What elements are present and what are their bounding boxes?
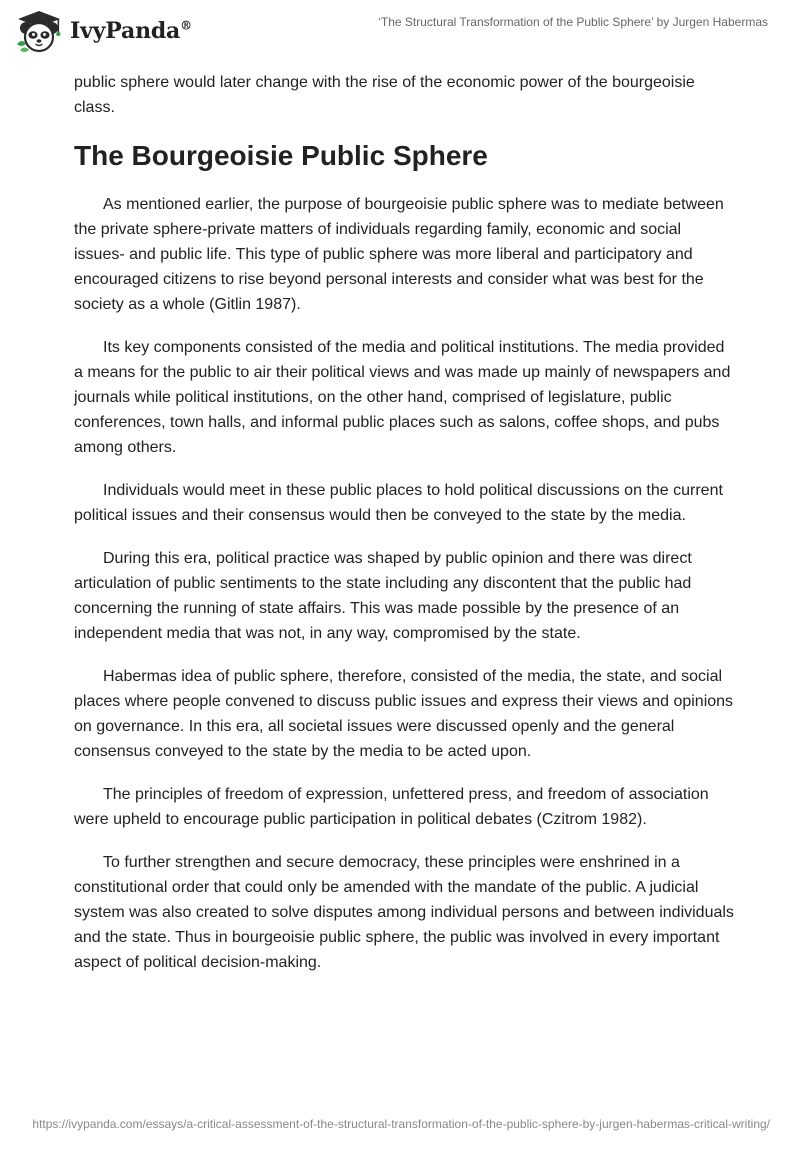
body-paragraph: As mentioned earlier, the purpose of bourgeoisie public sphere was to mediate between the private sphere-private matters of individuals regarding family, economic and social issues- and public life. This type of public sphere was more liberal and participatory and encouraged citizens to rise beyond personal interests and consider what was best for the society as a whole (Gitlin 1987). [74, 196, 724, 313]
body-paragraph: To further strengthen and secure democracy, these principles were enshrined in a constitutional order that could only be amended with the mandate of the public. A judicial system was also created to solve disputes among individual persons and between individuals and the state. Thus in bourgeoisie public sphere, the public was involved in every important aspect of political decision-making. [74, 854, 734, 971]
body-paragraph: Individuals would meet in these public places to hold political discussions on the current political issues and their consensus would then be conveyed to the state by the media. [74, 482, 723, 524]
document-title: ‘The Structural Transformation of the Public Sphere’ by Jurgen Habermas [378, 15, 768, 29]
source-url[interactable]: https://ivypanda.com/essays/a-critical-assessment-of-the-structural-transformation-of-the-public-sphere-by-jurgen-habermas-critical-writing/ [32, 1117, 770, 1131]
body-paragraph: Habermas idea of public sphere, therefore, consisted of the media, the state, and social places where people convened to discuss public issues and express their views and opinions on governance. In this era, all societal issues were discussed openly and the general consensus conveyed to the state by the media to be acted upon. [74, 668, 734, 760]
panda-graduate-icon [14, 8, 64, 54]
body-paragraph: The principles of freedom of expression, unfettered press, and freedom of association were upheld to encourage public participation in political debates (Czitrom 1982). [74, 786, 709, 828]
logo-name: IvyPanda [70, 18, 181, 44]
body-paragraph: Its key components consisted of the media and political institutions. The media provided a means for the public to air their political views and was made up mainly of newspapers and journals while political institutions, on the other hand, comprised of legislature, public conferences, town halls, and informal public places such as salons, coffee shops, and pubs among others. [74, 339, 731, 456]
logo-wordmark [70, 18, 192, 44]
article-body [74, 70, 734, 993]
lead-paragraph: public sphere would later change with the rise of the economic power of the bourgeoisie class. [74, 74, 695, 116]
body-paragraph: During this era, political practice was shaped by public opinion and there was direct articulation of public sentiments to the state including any discontent that the public had concerning the running of state affairs. This was made possible by the presence of an independent media that was not, in any way, compromised by the state. [74, 550, 692, 642]
registered-mark: ® [180, 18, 192, 33]
section-heading: The Bourgeoisie Public Sphere [74, 140, 488, 171]
ivypanda-logo[interactable] [14, 8, 192, 54]
page-header [0, 0, 800, 64]
